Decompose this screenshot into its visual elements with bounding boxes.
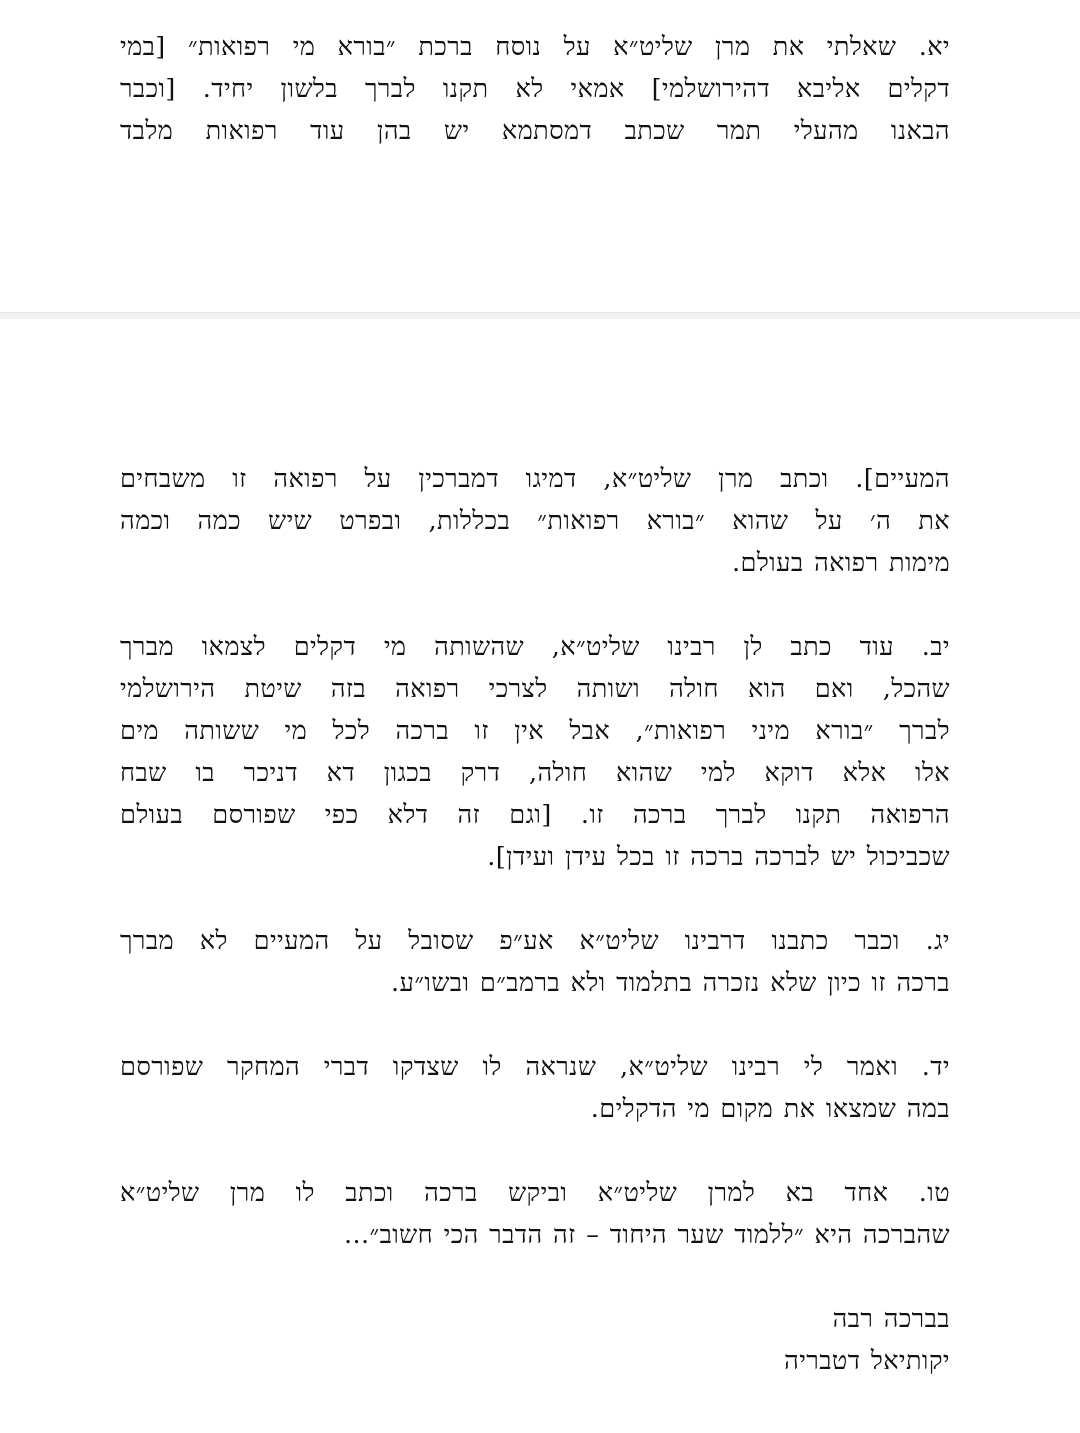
paragraph-11-start bbox=[120, 26, 950, 152]
text-line: טו. אחד בא למרן שליט״א וביקש ברכה וכתב לו מרן שליט״א bbox=[120, 1178, 950, 1208]
paragraph-11-continued bbox=[120, 458, 950, 584]
text-line: את ה׳ על שהוא ״בורא רפואות״ בכללות, ובפרט שיש כמה וכמה bbox=[120, 506, 950, 536]
text-line: שהברכה היא ״ללמוד שער היחוד – זה הדבר הכי חשוב״... bbox=[343, 1220, 950, 1250]
text-line: הבאנו מהעלי תמר שכתב דמסתמא יש בהן עוד רפואות מלבד bbox=[120, 116, 950, 146]
text-line: המעיים]. וכתב מרן שליט״א, דמיגו דמברכין על רפואה זו משבחים bbox=[120, 464, 950, 494]
paragraph-12 bbox=[120, 626, 950, 878]
text-line: ברכה זו כיון שלא נזכרה בתלמוד ולא ברמב״ם ובשו״ע. bbox=[390, 968, 950, 998]
text-line: יא. שאלתי את מרן שליט״א על נוסח ברכת ״בורא מי רפואות״ [במי bbox=[120, 32, 950, 62]
paragraph-15 bbox=[120, 1172, 950, 1256]
text-line: יב. עוד כתב לן רבינו שליט״א, שהשותה מי דקלים לצמאו מברך bbox=[120, 632, 950, 662]
text-line: אלו אלא דוקא למי שהוא חולה, דרק בכגון דא דניכר בו שבח bbox=[120, 758, 950, 788]
top-page-section bbox=[0, 0, 1080, 312]
signature-name: יקותיאל דטבריה bbox=[784, 1346, 950, 1376]
closing-greeting: בברכה רבה bbox=[832, 1304, 950, 1334]
page-break-divider bbox=[0, 312, 1080, 319]
text-line: מימות רפואה בעולם. bbox=[732, 548, 950, 578]
text-line: יג. וכבר כתבנו דרבינו שליט״א אע״פ שסובל על המעיים לא מברך bbox=[120, 926, 950, 956]
text-line: דקלים אליבא דהירושלמי] אמאי לא תקנו לברך בלשון יחיד. [וכבר bbox=[120, 74, 950, 104]
text-line: לברך ״בורא מיני רפואות״, אבל אין זו ברכה לכל מי ששותה מים bbox=[120, 716, 950, 746]
paragraph-13 bbox=[120, 920, 950, 1004]
text-line: שהכל, ואם הוא חולה ושותה לצרכי רפואה בזה שיטת הירושלמי bbox=[120, 674, 950, 704]
bottom-page-section bbox=[0, 320, 1080, 1433]
text-line: יד. ואמר לי רבינו שליט״א, שנראה לו שצדקו דברי המחקר שפורסם bbox=[120, 1052, 950, 1082]
text-line: במה שמצאו את מקום מי הדקלים. bbox=[590, 1094, 950, 1124]
text-line: שכביכול יש לברכה ברכה זו בכל עידן ועידן]. bbox=[487, 842, 950, 872]
text-line: הרפואה תקנו לברך ברכה זו. [וגם זה דלא כפי שפורסם בעולם bbox=[120, 800, 950, 830]
signature-block bbox=[120, 1298, 950, 1382]
paragraph-14 bbox=[120, 1046, 950, 1130]
